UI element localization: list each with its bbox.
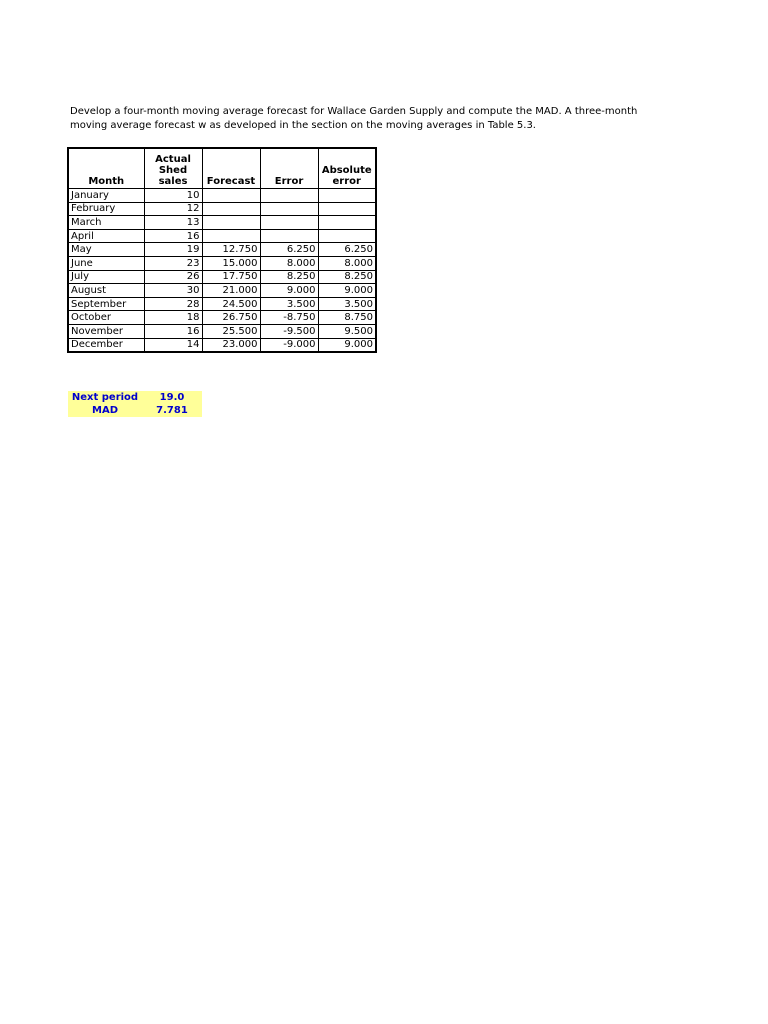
month-cell[interactable]: August	[68, 284, 144, 298]
absolute-error-cell[interactable]: 8.000	[318, 256, 376, 270]
table-row	[68, 297, 376, 311]
header-row	[68, 148, 376, 189]
actual-sales-cell[interactable]: 12	[144, 202, 202, 216]
absolute-error-cell[interactable]: 9.000	[318, 338, 376, 352]
actual-sales-cell[interactable]: 13	[144, 216, 202, 230]
absolute-error-cell[interactable]: 8.250	[318, 270, 376, 284]
absolute-error-cell[interactable]	[318, 216, 376, 230]
header-error[interactable]: Error	[260, 148, 318, 189]
absolute-error-cell[interactable]: 9.000	[318, 284, 376, 298]
forecast-cell[interactable]	[202, 202, 260, 216]
forecast-cell[interactable]	[202, 216, 260, 230]
actual-sales-cell[interactable]: 19	[144, 243, 202, 257]
absolute-error-cell[interactable]: 9.500	[318, 324, 376, 338]
actual-sales-cell[interactable]: 28	[144, 297, 202, 311]
month-cell[interactable]: September	[68, 297, 144, 311]
table-row	[68, 270, 376, 284]
error-cell[interactable]: 3.500	[260, 297, 318, 311]
forecast-cell[interactable]: 15.000	[202, 256, 260, 270]
absolute-error-cell[interactable]: 8.750	[318, 311, 376, 325]
forecast-cell[interactable]	[202, 229, 260, 243]
actual-sales-cell[interactable]: 14	[144, 338, 202, 352]
absolute-error-cell[interactable]	[318, 202, 376, 216]
month-cell[interactable]: February	[68, 202, 144, 216]
month-cell[interactable]: April	[68, 229, 144, 243]
absolute-error-cell[interactable]	[318, 189, 376, 203]
table-row	[68, 189, 376, 203]
forecast-cell[interactable]: 17.750	[202, 270, 260, 284]
moving-average-table	[67, 147, 377, 353]
header-forecast[interactable]: Forecast	[202, 148, 260, 189]
absolute-error-cell[interactable]: 3.500	[318, 297, 376, 311]
table-row	[68, 284, 376, 298]
table-row	[68, 256, 376, 270]
actual-sales-cell[interactable]: 16	[144, 324, 202, 338]
table-row	[68, 202, 376, 216]
month-cell[interactable]: January	[68, 189, 144, 203]
next-period-value[interactable]: 19.0	[159, 392, 185, 403]
month-cell[interactable]: July	[68, 270, 144, 284]
error-cell[interactable]: 8.250	[260, 270, 318, 284]
error-cell[interactable]	[260, 229, 318, 243]
error-cell[interactable]	[260, 216, 318, 230]
forecast-cell[interactable]: 21.000	[202, 284, 260, 298]
table-row	[68, 216, 376, 230]
actual-sales-cell[interactable]: 16	[144, 229, 202, 243]
table-row	[68, 229, 376, 243]
month-cell[interactable]: December	[68, 338, 144, 352]
month-cell[interactable]: June	[68, 256, 144, 270]
summary-box	[68, 391, 202, 417]
table-row	[68, 324, 376, 338]
error-cell[interactable]: -8.750	[260, 311, 318, 325]
error-cell[interactable]	[260, 202, 318, 216]
month-cell[interactable]: November	[68, 324, 144, 338]
problem-statement-line-2: moving average forecast w as developed in the section on the moving averages in Table 5.3.	[70, 120, 536, 131]
error-cell[interactable]: -9.000	[260, 338, 318, 352]
header-absolute-error[interactable]: Absolute error	[318, 148, 376, 189]
error-cell[interactable]: -9.500	[260, 324, 318, 338]
next-period-label[interactable]: Next period	[71, 392, 139, 403]
table-row	[68, 338, 376, 352]
month-cell[interactable]: October	[68, 311, 144, 325]
mad-label[interactable]: MAD	[92, 405, 118, 416]
forecast-cell[interactable]: 26.750	[202, 311, 260, 325]
forecast-cell[interactable]	[202, 189, 260, 203]
forecast-cell[interactable]: 12.750	[202, 243, 260, 257]
next-period-row	[68, 391, 202, 404]
error-cell[interactable]: 8.000	[260, 256, 318, 270]
table-row	[68, 311, 376, 325]
forecast-cell[interactable]: 25.500	[202, 324, 260, 338]
error-cell[interactable]: 6.250	[260, 243, 318, 257]
forecast-cell[interactable]: 23.000	[202, 338, 260, 352]
absolute-error-cell[interactable]	[318, 229, 376, 243]
actual-sales-cell[interactable]: 18	[144, 311, 202, 325]
error-cell[interactable]: 9.000	[260, 284, 318, 298]
problem-statement-line-1: Develop a four-month moving average forecast for Wallace Garden Supply and compute the MAD. A three-month	[70, 106, 638, 117]
actual-sales-cell[interactable]: 30	[144, 284, 202, 298]
actual-sales-cell[interactable]: 26	[144, 270, 202, 284]
forecast-cell[interactable]: 24.500	[202, 297, 260, 311]
header-month[interactable]: Month	[68, 148, 144, 189]
problem-statement	[70, 105, 710, 133]
actual-sales-cell[interactable]: 10	[144, 189, 202, 203]
mad-value[interactable]: 7.781	[156, 405, 188, 416]
month-cell[interactable]: March	[68, 216, 144, 230]
header-actual-shed-sales[interactable]: Actual Shed sales	[144, 148, 202, 189]
error-cell[interactable]	[260, 189, 318, 203]
absolute-error-cell[interactable]: 6.250	[318, 243, 376, 257]
mad-row	[68, 404, 202, 417]
actual-sales-cell[interactable]: 23	[144, 256, 202, 270]
table-row	[68, 243, 376, 257]
month-cell[interactable]: May	[68, 243, 144, 257]
